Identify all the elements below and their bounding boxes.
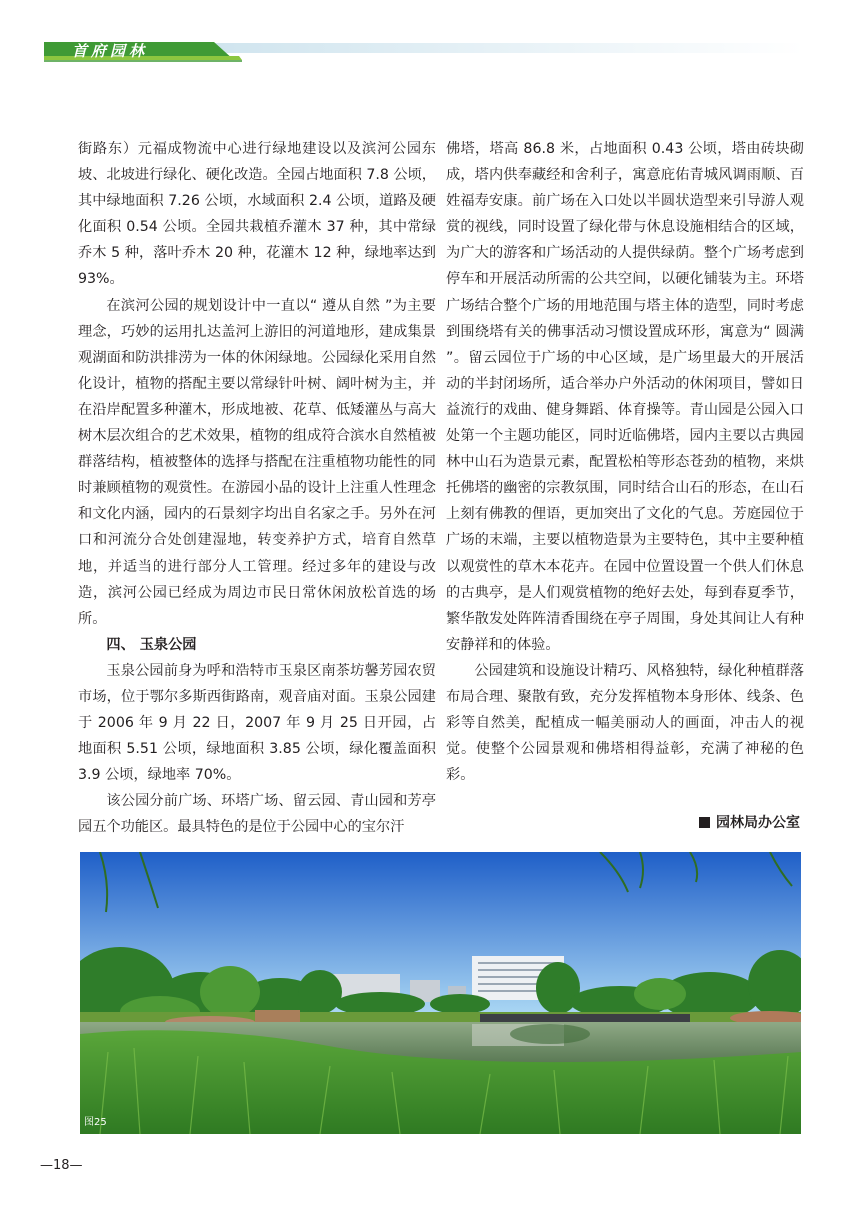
- right-column: [446, 136, 804, 788]
- page-number: —18—: [40, 1158, 83, 1173]
- photo-caption: 图25: [84, 1117, 107, 1128]
- header-band-graphic: [44, 40, 804, 62]
- left-paragraph-3: 玉泉公园前身为呼和浩特市玉泉区南茶坊馨芳园农贸市场，位于鄂尔多斯西街路南，观音庙对面。玉泉公园建于 2006 年 9 月 22 日，2007 年 9 月 25 日开园，占地面积 5.51 公顷，绿地面积 3.85 公顷，绿化覆盖面积 3.9 公顷，绿地率 70%。: [78, 662, 436, 784]
- header-band: [44, 40, 804, 62]
- right-paragraph-2: 公园建筑和设施设计精巧、风格独特，绿化种植群落布局合理、聚散有致，充分发挥植物本身形体、线条、色彩等自然美，配植成一幅美丽动人的画面，冲击人的视觉。使整个公园景观和佛塔相得益彰，充满了神秘的色彩。: [446, 662, 804, 784]
- park-landscape-illustration: [80, 852, 801, 1134]
- left-paragraph-1: 街路东）元福成物流中心进行绿地建设以及滨河公园东坡、北坡进行绿化、硬化改造。全园占地面积 7.8 公顷，其中绿地面积 7.26 公顷，水域面积 2.4 公顷，道路及硬化面积 0.54 公顷。全园共栽植乔灌木 37 种，其中常绿乔木 5 种，落叶乔木 20 种，花灌木 12 种，绿地率达到 93%。: [78, 141, 436, 288]
- left-paragraph-2: 在滨河公园的规划设计中一直以“ 遵从自然 ”为主要理念，巧妙的运用扎达盖河上游旧的河道地形，建成集景观湖面和防洪排涝为一体的休闲绿地。公园绿化采用自然化设计，植物的搭配主要以常绿针叶树、阔叶树为主，并在沿岸配置多种灌木，形成地被、花草、低矮灌丛与高大树木层次组合的艺术效果，植物的组成符合滨水自然植被群落结构，植被整体的选择与搭配在注重植物功能性的同时兼顾植物的观赏性。在游园小品的设计上注重人性理念和文化内涵，园内的石景刻字均出自名家之手。另外在河口和河流分合处创建湿地，转变养护方式，培育自然草地，并适当的进行部分人工管理。经过多年的建设与改造，滨河公园已经成为周边市民日常休闲放松首选的场所。: [78, 297, 436, 627]
- article-credit: [600, 812, 800, 834]
- left-paragraph-4: 该公园分前广场、环塔广场、留云园、青山园和芳亭园五个功能区。最具特色的是位于公园中心的宝尔汗: [78, 793, 436, 836]
- credit-text: 园林局办公室: [716, 815, 800, 831]
- park-photo: [80, 852, 801, 1134]
- left-column: [78, 136, 436, 841]
- header-title: 首府园林: [72, 42, 149, 60]
- right-paragraph-1: 佛塔，塔高 86.8 米，占地面积 0.43 公顷，塔由砖块砌成，塔内供奉藏经和舍利子，寓意庇佑青城风调雨顺、百姓福寿安康。前广场在入口处以半圆状造型来引导游人观赏的视线，同时设置了绿化带与休息设施相结合的区域，为广大的游客和广场活动的人提供绿荫。整个广场考虑到停车和开展活动所需的公共空间，以硬化铺装为主。环塔广场结合整个广场的用地范围与塔主体的造型，同时考虑到围绕塔有关的佛事活动习惯设置成环形，寓意为“ 圆满 ”。留云园位于广场的中心区域，是广场里最大的开展活动的半封闭场所，适合举办户外活动的休闲项目，譬如日益流行的戏曲、健身舞蹈、体育操等。青山园是公园入口处第一个主题功能区，同时近临佛塔，园内主要以古典园林中山石为造景元素，配置松柏等形态苍劲的植物，来烘托佛塔的幽密的宗教氛围，同时结合山石的形态，在山石上刻有佛教的俚语，更加突出了文化的气息。芳庭园位于广场的末端，主要以植物造景为主要特色，其中主要种植以观赏性的草木本花卉。在园中位置设置一个供人们休息的古典亭，是人们观赏植物的绝好去处，每到春夏季节，繁华散发处阵阵清香围绕在亭子周围，身处其间让人有种安静祥和的体验。: [446, 141, 804, 653]
- square-bullet-icon: [699, 817, 710, 828]
- section-heading: 四、 玉泉公园: [106, 636, 197, 653]
